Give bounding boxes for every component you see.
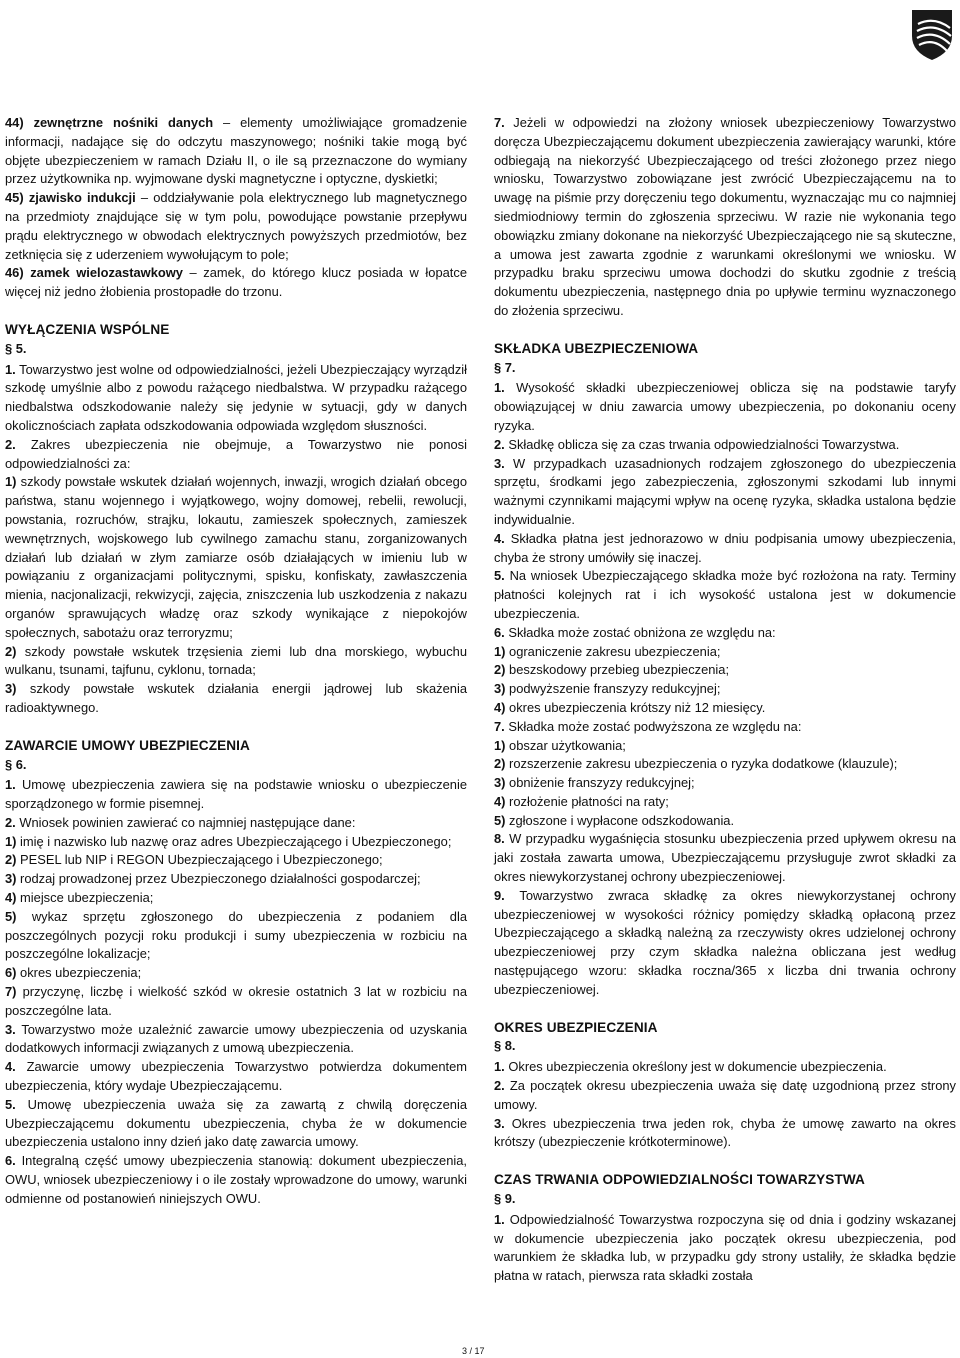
period-2: 2. Za początek okresu ubezpieczenia uważa się datę uzgodnioną przez strony umowy. — [494, 1078, 956, 1112]
contract-2-3: 3) rodzaj prowadzonej przez Ubezpieczonego działalności gospodarczej; — [5, 871, 421, 887]
definition-46: 46) zamek wielozastawkowy – zamek, do którego klucz posiada w łopatce więcej niż jedno żłobienia prostopadłe do trzonu. — [5, 265, 467, 300]
definition-45: 45) zjawisko indukcji – oddziaływanie pola elektrycznego lub magnetycznego na przedmioty znajdujące się w tym polu, powodujące powstanie przepływu prądu elektrycznego w obwodach elektrycznych powyższych przedmiotów, bez zetknięcia się z uderzeniem wywołującym to pole; — [5, 190, 467, 262]
section-6: § 6. — [5, 756, 27, 772]
contract-2-6: 6) okres ubezpieczenia; — [5, 965, 142, 981]
exclusion-2-1: 1) szkody powstałe wskutek działań wojennych, inwazji, wrogich działań obcego państwa, stanu wojennego i wyjątkowego, wojny domowej, rebelii, rewolucji, powstania, rozruchów, strajku, lokautu, zamieszek społecznych, zamieszek wewnętrznych, wojskowego lub cywilnego zamachu stanu, zorganizowanych działań lub działań w złym zamiarze osób działających w imieniu lub w powiązaniu z organizacjami politycznymi, spisku, konfiskaty, zawłaszczenia mienia, nacjonalizacji, rekwizycji, zajęcia, zniszczenia lub uszkodzenia z nakazu organów sprawujących władzę oraz szkody wynikające z niepokojów społecznych, sabotażu oraz terroryzmu; — [5, 474, 467, 640]
premium-5: 5. Na wniosek Ubezpieczającego składka może być rozłożona na raty. Terminy płatności kolejnych rat i ich wysokość ustalona jest w dokumencie ubezpieczenia. — [494, 568, 956, 621]
exclusion-2-2: 2) szkody powstałe wskutek trzęsienia ziemi lub dna morskiego, wybuchu wulkanu, tsunami, tajfunu, cyklonu, tornada; — [5, 643, 467, 678]
premium-6-3: 3) podwyższenie franszyzy redukcyjnej; — [494, 681, 721, 697]
premium-7-4: 4) rozłożenie płatności na raty; — [494, 793, 669, 809]
contract-2-5: 5) wykaz sprzętu zgłoszonego do ubezpieczenia z podaniem dla poszczególnych pozycji roku produkcji i sumy ubezpieczenia w rozbiciu na poszczególne lokalizacje; — [5, 908, 467, 962]
section-5: § 5. — [5, 340, 27, 356]
section-9: § 9. — [494, 1191, 516, 1207]
premium-9: 9. Towarzystwo zwraca składkę za okres niewykorzystanej ochrony ubezpieczeniowej w wysokości różnicy pomiędzy składką opłaconą przez Ubezpieczającego a składką należną za rzeczywisty okres udzielonej ochrony ubezpieczeniowej przy czym składka należna obliczana jest według następującego wzoru: składka roczna/365 x liczba dni trwania ochrony ubezpieczeniowej. — [494, 887, 956, 997]
contract-2: 2. Wniosek powinien zawierać co najmniej następujące dane: — [5, 814, 356, 830]
section-7: § 7. — [494, 359, 516, 375]
company-logo — [908, 6, 956, 62]
right-column — [494, 114, 956, 1286]
premium-7-3: 3) obniżenie franszyzy redukcyjnej; — [494, 775, 695, 791]
premium-7-2: 2) rozszerzenie zakresu ubezpieczenia o ryzyka dodatkowe (klauzule); — [494, 756, 898, 772]
premium-1: 1. Wysokość składki ubezpieczeniowej oblicza się na podstawie taryfy obowiązującej w dniu zawarcia umowy ubezpieczenia, po dokonaniu oceny ryzyka. — [494, 380, 956, 433]
premium-3: 3. W przypadkach uzasadnionych rodzajem zgłoszonego do ubezpieczenia sprzętu, środkami jego zabezpieczenia, zgłoszonymi szkodami lub innymi ważnymi czynnikami mającymi wpływ na ocenę ryzyka, składka ustalona będzie indywidualnie. — [494, 455, 956, 527]
contract-2-2: 2) PESEL lub NIP i REGON Ubezpieczającego i Ubezpieczonego; — [5, 852, 383, 868]
premium-6: 6. Składka może zostać obniżona ze względu na: — [494, 624, 776, 640]
premium-6-4: 4) okres ubezpieczenia krótszy niż 12 miesięcy. — [494, 699, 766, 715]
exclusion-2-3: 3) szkody powstałe wskutek działania energii jądrowej lub skażenia radioaktywnego. — [5, 681, 467, 715]
premium-7-1: 1) obszar użytkowania; — [494, 737, 626, 753]
heading-contract: ZAWARCIE UMOWY UBEZPIECZENIA — [5, 737, 250, 753]
liability-1: 1. Odpowiedzialność Towarzystwa rozpoczyna się od dnia i godziny wskazanej w dokumencie ubezpieczenia jako początek okresu ubezpieczenia, pod warunkiem że składka lub, w przypadku gdy strony ustaliły, że składka będzie płatna w ratach, pierwsza rata składki została — [494, 1211, 956, 1284]
premium-2: 2. Składkę oblicza się za czas trwania odpowiedzialności Towarzystwa. — [494, 436, 900, 452]
contract-3: 3. Towarzystwo może uzależnić zawarcie umowy ubezpieczenia od uzyskania dodatkowych informacji związanych z umową ubezpieczenia. — [5, 1021, 467, 1056]
left-column — [5, 114, 467, 1209]
contract-2-7: 7) przyczynę, liczbę i wielkość szkód w okresie ostatnich 3 lat w rozbiciu na poszczególne lata. — [5, 984, 467, 1018]
contract-6: 6. Integralną część umowy ubezpieczenia stanowią: dokument ubezpieczenia, OWU, wniosek ubezpieczeniowy i o ile zostały wprowadzone do umowy, warunki odmienne od postanowień niniejszych OWU. — [5, 1153, 467, 1206]
section-8: § 8. — [494, 1038, 516, 1054]
heading-liability: CZAS TRWANIA ODPOWIEDZIALNOŚCI TOWARZYSTWA — [494, 1172, 865, 1188]
premium-6-1: 1) ograniczenie zakresu ubezpieczenia; — [494, 643, 721, 659]
contract-4: 4. Zawarcie umowy ubezpieczenia Towarzystwo potwierdza dokumentem ubezpieczenia, który wydaje Ubezpieczającemu. — [5, 1059, 467, 1094]
exclusion-2: 2. Zakres ubezpieczenia nie obejmuje, a Towarzystwo nie ponosi odpowiedzialności za: — [5, 436, 467, 471]
definition-44: 44) zewnętrzne nośniki danych – elementy umożliwiające gromadzenie informacji, nadające się do odczytu maszynowego; nośniki takie mogą być objęte ubezpieczeniem w ramach Działu II, o ile są przeznaczone do wymiany przez użytkownika np. wyjmowane dyski magnetyczne i optyczne, dyskietki; — [5, 115, 467, 187]
contract-1: 1. Umowę ubezpieczenia zawiera się na podstawie wniosku o ubezpieczenie sporządzonego w formie pisemnej. — [5, 777, 467, 812]
heading-premium: SKŁADKA UBEZPIECZENIOWA — [494, 340, 699, 356]
premium-8: 8. W przypadku wygaśnięcia stosunku ubezpieczenia przed upływem okresu na jaki została zawarta umowa, Ubezpieczającemu przysługuje zwrot składki za okres niewykorzystanej ochrony ubezpieczeniowej. — [494, 831, 956, 885]
premium-7-5: 5) zgłoszone i wypłacone odszkodowania. — [494, 812, 735, 828]
premium-4: 4. Składka płatna jest jednorazowo w dniu podpisania umowy ubezpieczenia, chyba że strony umówiły się inaczej. — [494, 530, 956, 565]
contract-2-4: 4) miejsce ubezpieczenia; — [5, 890, 154, 906]
contract-5: 5. Umowę ubezpieczenia uważa się za zawartą z chwilą doręczenia Ubezpieczającemu dokumentu ubezpieczenia, chyba że w dokumencie ubezpieczenia ustalono inny dzień jako datę zawarcia umowy. — [5, 1096, 467, 1150]
period-1: 1. Okres ubezpieczenia określony jest w dokumencie ubezpieczenia. — [494, 1059, 887, 1075]
premium-6-2: 2) beszskodowy przebieg ubezpieczenia; — [494, 662, 730, 678]
heading-exclusions: WYŁĄCZENIA WSPÓLNE — [5, 321, 170, 337]
period-3: 3. Okres ubezpieczenia trwa jeden rok, chyba że umowę zawarto na okres krótszy (ubezpieczenie krótkoterminowe). — [494, 1115, 956, 1150]
heading-period: OKRES UBEZPIECZENIA — [494, 1019, 658, 1035]
exclusion-1: 1. Towarzystwo jest wolne od odpowiedzialności, jeżeli Ubezpieczający wyrządził szkodę umyślnie albo z powodu rażącego niedbalstwa. W przypadku rażącego niedbalstwa odszkodowanie należy się jedynie w sytuacji, gdy w danych okolicznościach zapłata odszkodowania odpowiada względom słuszności. — [5, 361, 467, 433]
contract-2-1: 1) imię i nazwisko lub nazwę oraz adres Ubezpieczającego i Ubezpieczonego; — [5, 833, 452, 849]
page-number: 3 / 17 — [462, 1346, 485, 1356]
contract-7: 7. Jeżeli w odpowiedzi na złożony wniosek ubezpieczeniowy Towarzystwo doręcza Ubezpieczającemu dokument ubezpieczenia zawierający warunki, które odbiegają na niekorzyść Ubezpieczającego od treści złożonego przez niego wniosku, Towarzystwo zobowiązane jest zwrócić Ubezpieczającemu na to uwagę na piśmie przy doręczeniu tego dokumentu, wyznaczając mu co najmniej siedmiodniowy termin do zgłoszenia sprzeciwu. W razie nie wykonania tego obowiązku zmiany dokonane na niekorzyść Ubezpieczającego nie są skuteczne, a umowa jest zawarta zgodnie z warunkami określonymi we wniosku. W przypadku braku sprzeciwu umowa dochodzi do skutku zgodnie z treścią dokumentu ubezpieczenia, następnego dnia po upływie terminu wyznaczonego do złożenia sprzeciwu. — [494, 115, 956, 318]
premium-7: 7. Składka może zostać podwyższona ze względu na: — [494, 718, 802, 734]
